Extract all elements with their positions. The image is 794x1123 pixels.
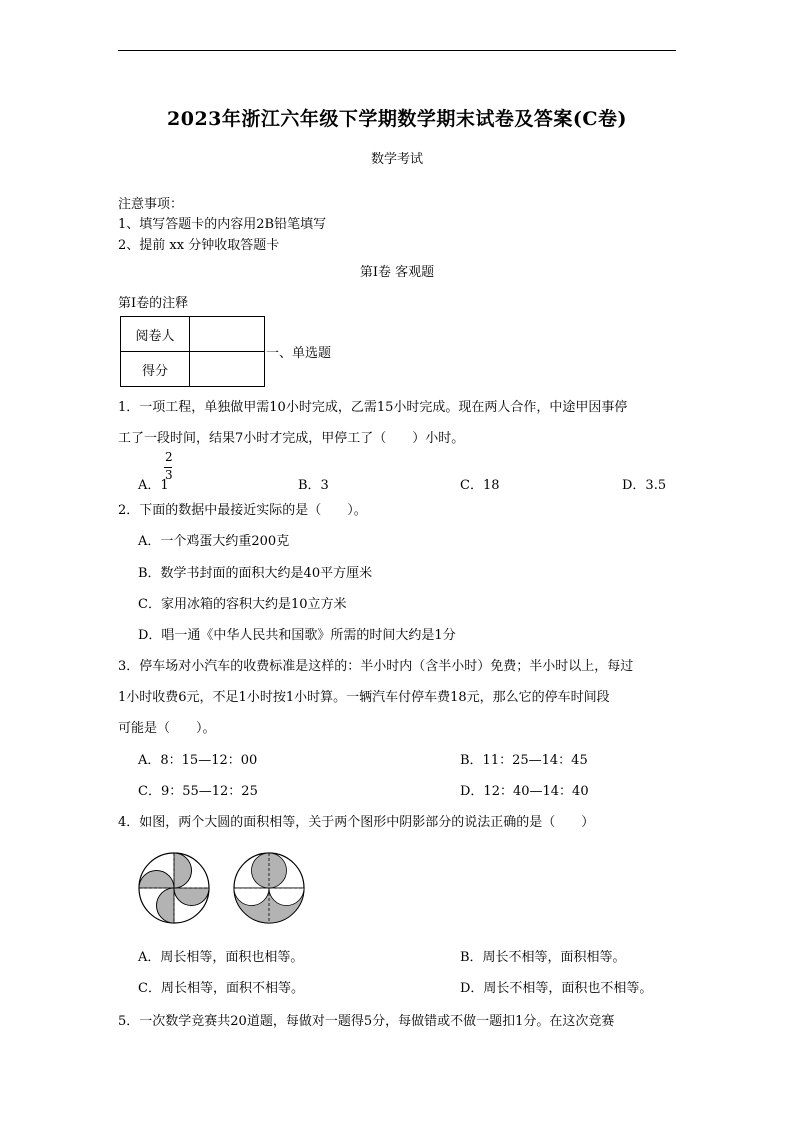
page-title: 2023年浙江六年级下学期数学期末试卷及答案(C卷) [167, 108, 627, 130]
part-note: 第Ⅰ卷的注释 [118, 296, 189, 311]
page-subtitle: 数学考试 [370, 152, 423, 167]
notice-item: 2、提前 xx 分钟收取答题卡 [118, 238, 280, 253]
question-2-stem: 2．下面的数据中最接近实际的是（ ）。 [118, 503, 367, 518]
option-c[interactable]: C．周长相等，面积不相等。 [138, 981, 304, 996]
option-b[interactable]: B．11：25—14：45 [460, 753, 588, 768]
question-4-stem: 4．如图，两个大圆的面积相等，关于两个图形中阴影部分的说法正确的是（ ） [118, 815, 595, 830]
option-d[interactable]: D．3.5 [622, 478, 667, 493]
option-b[interactable]: B．数学书封面的面积大约是40平方厘米 [138, 566, 373, 581]
notice-heading: 注意事项： [118, 197, 184, 212]
part-title: 第Ⅰ卷 客观题 [359, 265, 435, 280]
figure-left [139, 853, 209, 923]
question-1-line-1: 1．一项工程，单独做甲需10小时完成，乙需15小时完成。现在两人合作，中途甲因事停 [118, 400, 628, 415]
option-d[interactable]: D．周长不相等，面积也不相等。 [460, 981, 653, 996]
option-a[interactable]: A．周长相等，面积也相等。 [138, 950, 304, 965]
option-d[interactable]: D．唱一通《中华人民共和国歌》所需的时间大约是1分 [138, 628, 456, 643]
question-5-line-1: 5．一次数学竞赛共20道题，每做对一题得5分，每做错或不做一题扣1分。在这次竞赛 [118, 1014, 615, 1029]
option-c[interactable]: C．9：55—12：25 [138, 784, 258, 799]
score-cell[interactable] [190, 352, 265, 387]
question-3-line-1: 3．停车场对小汽车的收费标准是这样的：半小时内（含半小时）免费；半小时以上，每过 [118, 659, 634, 674]
option-b[interactable]: B．周长不相等，面积相等。 [460, 950, 626, 965]
question-1-line-2: 工了一段时间，结果7小时才完成，甲停工了（ ）小时。 [118, 431, 465, 446]
fraction-denominator: 3 [165, 468, 173, 482]
option-a[interactable]: A．1 [138, 478, 169, 493]
reviewer-cell[interactable] [190, 317, 265, 352]
circle-figures [130, 848, 320, 930]
option-d[interactable]: D．12：40—14：40 [460, 784, 589, 799]
question-3-line-3: 可能是（ ）。 [118, 721, 216, 736]
section-label: 一、单选题 [266, 346, 332, 361]
header-rule [118, 50, 676, 51]
option-c[interactable]: C．家用冰箱的容积大约是10立方米 [138, 597, 347, 612]
option-c[interactable]: C．18 [460, 478, 500, 493]
score-table [120, 316, 265, 387]
question-3-line-2: 1小时收费6元，不足1小时按1小时算。一辆汽车付停车费18元，那么它的停车时间段 [118, 690, 610, 705]
fraction-numerator: 2 [165, 450, 173, 464]
reviewer-label: 阅卷人 [121, 317, 190, 352]
option-a[interactable]: A．8：15—12：00 [138, 753, 258, 768]
option-a[interactable]: A．一个鸡蛋大约重200克 [138, 534, 290, 549]
figure-right [234, 853, 304, 923]
score-label: 得分 [121, 352, 190, 387]
notice-item: 1、填写答题卡的内容用2B铅笔填写 [118, 217, 327, 232]
option-b[interactable]: B．3 [298, 478, 329, 493]
